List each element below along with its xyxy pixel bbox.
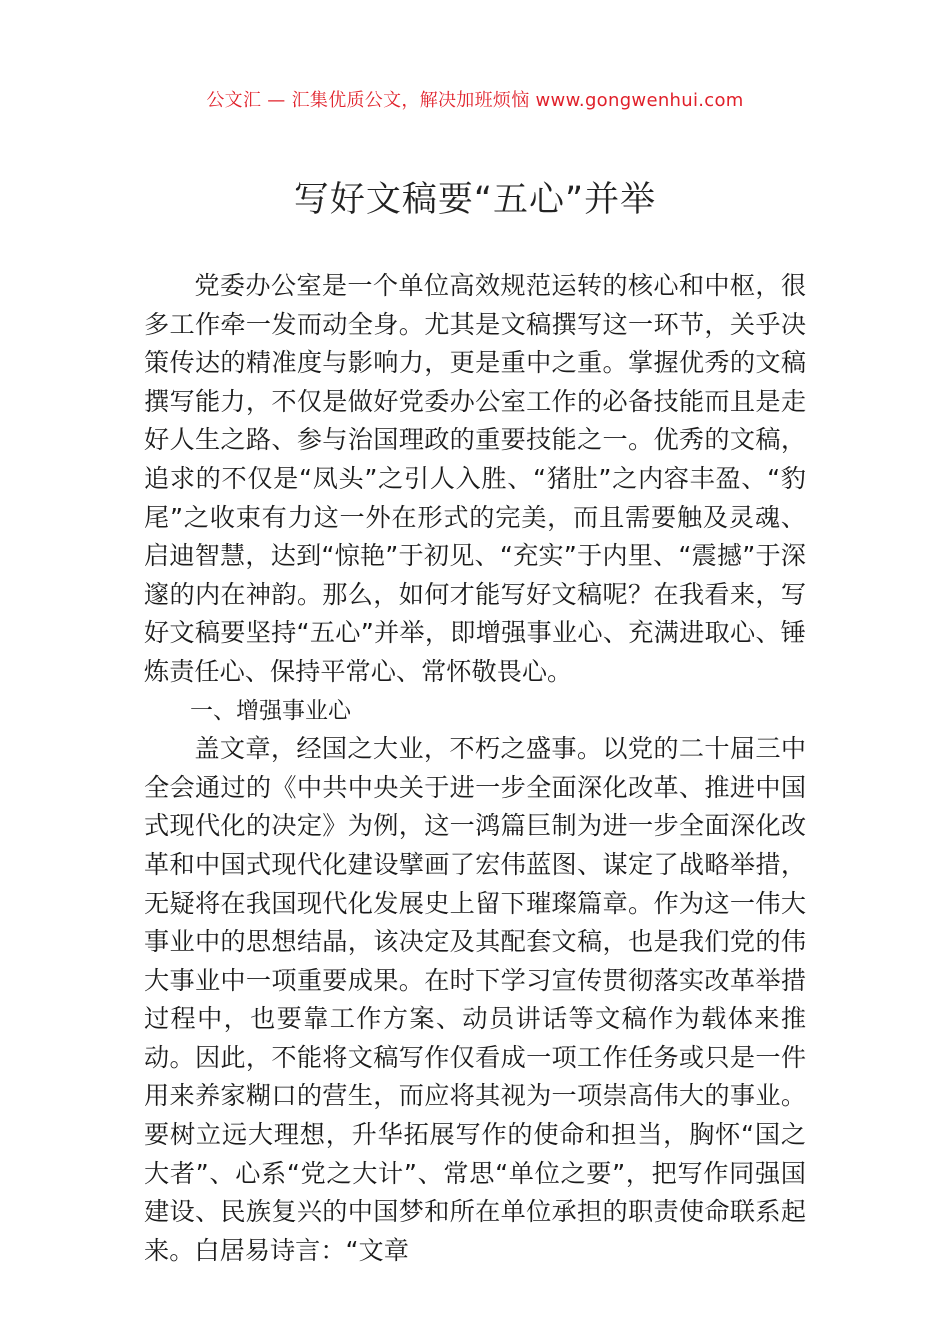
document-title: 写好文稿要“五心”并举 <box>293 180 657 220</box>
document-body <box>144 267 806 1270</box>
section-paragraph: 盖文章，经国之大业，不朽之盛事。以党的二十届三中全会通过的《中共中央关于进一步全面深化改革、推进中国式现代化的决定》为例，这一鸿篇巨制为进一步全面深化改革和中国式现代化建设擘画了宏伟蓝图、谋定了战略举措，无疑将在我国现代化发展史上留下璀璨篇章。作为这一伟大事业中的思想结晶，该决定及其配套文稿，也是我们党的伟大事业中一项重要成果。在时下学习宣传贯彻落实改革举措过程中，也要靠工作方案、动员讲话等文稿作为载体来推动。因此，不能将文稿写作仅看成一项工作任务或只是一件用来养家糊口的营生，而应将其视为一项崇高伟大的事业。要树立远大理想，升华拓展写作的使命和担当，胸怀“国之大者”、心系“党之大计”、常思“单位之要”，把写作同强国建设、民族复兴的中国梦和所在单位承担的职责使命联系起来。白居易诗言：“文章 <box>144 734 806 1265</box>
intro-paragraph: 党委办公室是一个单位高效规范运转的核心和中枢，很多工作牵一发而动全身。尤其是文稿撰写这一环节，关乎决策传达的精准度与影响力，更是重中之重。掌握优秀的文稿撰写能力，不仅是做好党委办公室工作的必备技能而且是走好人生之路、参与治国理政的重要技能之一。优秀的文稿，追求的不仅是“凤头”之引人入胜、“猪肚”之内容丰盈、“豹尾”之收束有力这一外在形式的完美，而且需要触及灵魂、启迪智慧，达到“惊艳”于初见、“充实”于内里、“震撼”于深邃的内在神韵。那么，如何才能写好文稿呢？在我看来，写好文稿要坚持“五心”并举，即增强事业心、充满进取心、锤炼责任心、保持平常心、常怀敬畏心。 <box>144 271 806 686</box>
watermark-header: 公文汇 — 汇集优质公文，解决加班烦恼 www.gongwenhui.com <box>206 90 744 111</box>
section-heading: 一、增强事业心 <box>190 697 351 724</box>
